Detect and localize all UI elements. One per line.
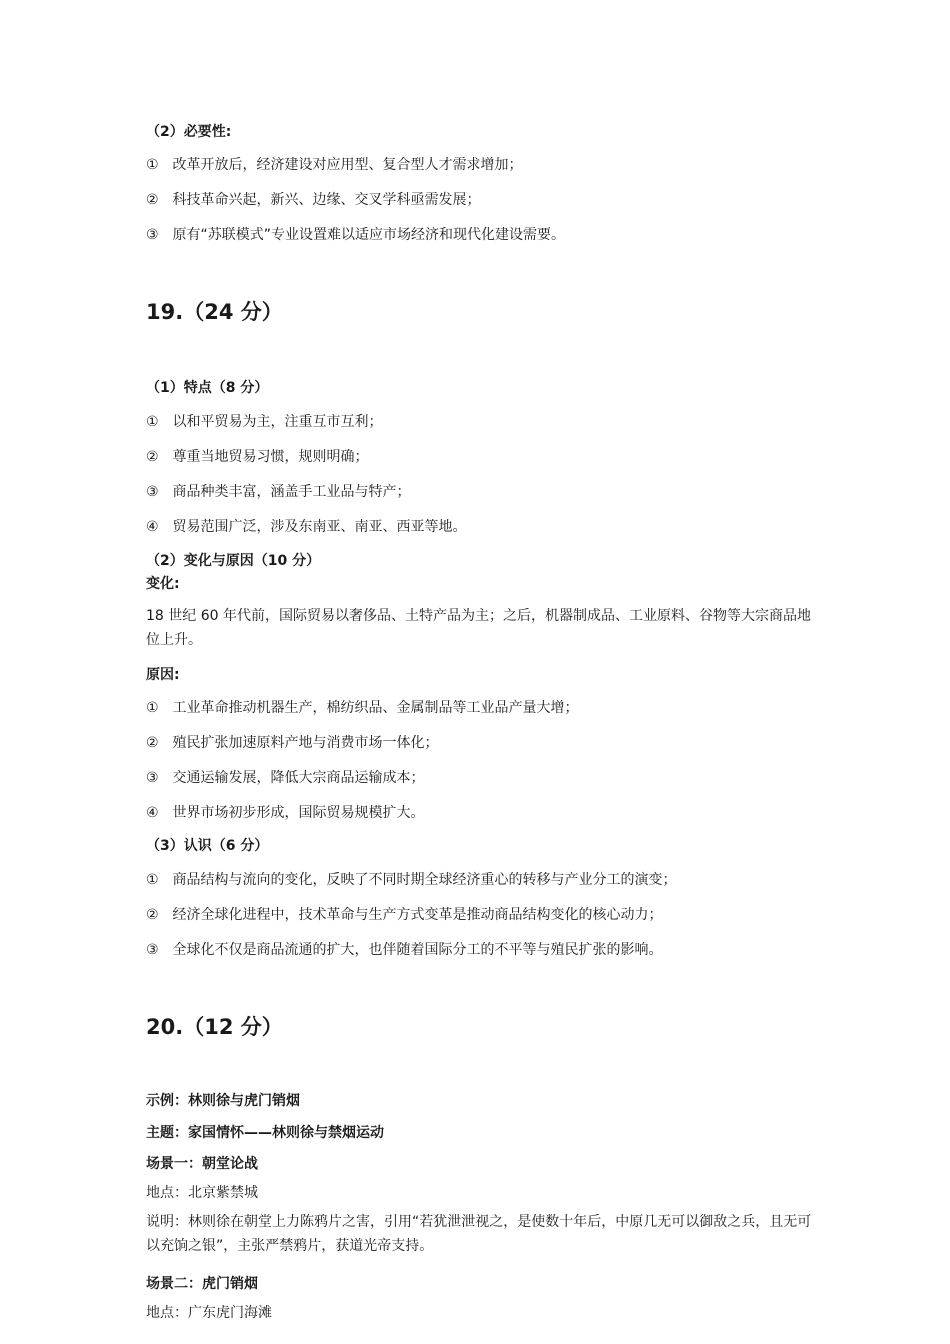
item-number: ④ [146,805,159,821]
scene2-place: 地点：广东虎门海滩 [146,1305,272,1321]
item-text: 原有“苏联模式”专业设置难以适应市场经济和现代化建设需要。 [172,227,565,243]
scene1-title: 场景一：朝堂论战 [146,1156,258,1172]
item-number: ① [146,414,159,430]
list-item [146,189,480,209]
necessity-heading: （2）必要性: [146,124,232,140]
example-line: 示例：林则徐与虎门销烟 [146,1093,300,1109]
item-text: 经济全球化进程中，技术革命与生产方式变革是推动商品结构变化的核心动力； [172,907,663,923]
item-text: 工业革命推动机器生产，棉纺织品、金属制品等工业品产量大增； [172,700,579,716]
item-number: ① [146,157,159,173]
item-text: 商品结构与流向的变化，反映了不同时期全球经济重心的转移与产业分工的演变； [172,872,677,888]
list-item [146,446,368,466]
item-number: ③ [146,942,159,958]
scene2-title: 场景二：虎门销烟 [146,1276,258,1292]
item-text: 全球化不仅是商品流通的扩大，也伴随着国际分工的不平等与殖民扩张的影响。 [172,942,663,958]
list-item [146,732,438,752]
part2-heading: （2）变化与原因（10 分） [146,553,321,569]
item-text: 改革开放后，经济建设对应用型、复合型人才需求增加； [172,157,523,173]
item-number: ④ [146,519,159,535]
scene1-place: 地点：北京紫禁城 [146,1185,258,1201]
item-number: ② [146,907,159,923]
list-item [146,869,676,889]
item-number: ③ [146,770,159,786]
item-number: ① [146,700,159,716]
item-number: ② [146,449,159,465]
item-text: 科技革命兴起，新兴、边缘、交叉学科亟需发展； [172,192,481,208]
change-text: 18 世纪 60 年代前，国际贸易以奢侈品、土特产品为主；之后，机器制成品、工业原料、谷物等大宗商品地位上升。 [146,608,811,648]
item-number: ① [146,872,159,888]
item-text: 以和平贸易为主，注重互市互利； [172,414,383,430]
item-text: 交通运输发展，降低大宗商品运输成本； [172,770,425,786]
change-label: 变化: [146,576,180,592]
item-text: 世界市场初步形成，国际贸易规模扩大。 [172,805,425,821]
item-text: 商品种类丰富，涵盖手工业品与特产； [172,484,411,500]
list-item [146,939,662,959]
question-19-title: 19.（24 分） [146,300,283,324]
item-number: ③ [146,484,159,500]
scene1-description: 说明：林则徐在朝堂上力陈鸦片之害，引用“若犹泄泄视之，是使数十年后，中原几无可以御敌之兵，且无可以充饷之银”，主张严禁鸦片，获道光帝支持。 [146,1214,812,1254]
reason-label: 原因: [146,667,180,683]
item-number: ② [146,192,159,208]
list-item [146,481,410,501]
question-20-title: 20.（12 分） [146,1015,283,1039]
list-item [146,767,424,787]
list-item [146,224,565,244]
list-item [146,411,382,431]
list-item [146,697,578,717]
item-number: ③ [146,227,159,243]
list-item [146,516,466,536]
item-text: 尊重当地贸易习惯，规则明确； [172,449,369,465]
item-text: 贸易范围广泛，涉及东南亚、南亚、西亚等地。 [172,519,467,535]
list-item [146,904,662,924]
list-item [146,154,522,174]
item-text: 殖民扩张加速原料产地与消费市场一体化； [172,735,439,751]
list-item [146,802,424,822]
part3-heading: （3）认识（6 分） [146,838,269,854]
item-number: ② [146,735,159,751]
theme-line: 主题：家国情怀——林则徐与禁烟运动 [146,1125,384,1141]
part1-heading: （1）特点（8 分） [146,380,269,396]
